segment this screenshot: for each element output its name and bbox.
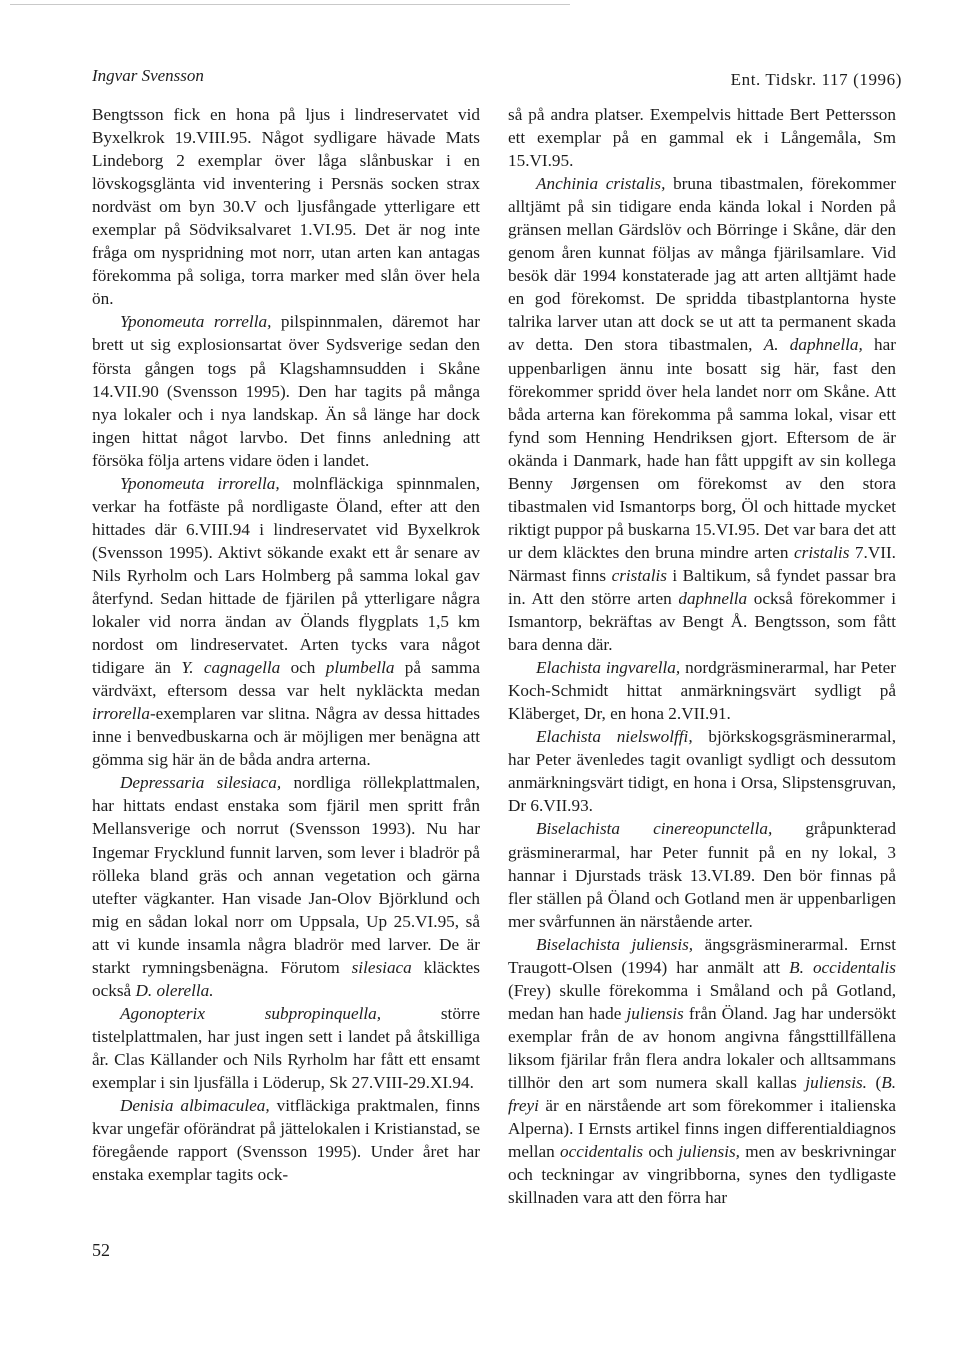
paragraph: Agonopterix subpropinquella, större tistelplattmalen, har just ingen sett i landet på åtskilliga år. Clas Källander och Nils Ryrholm har fått ett ensamt exemplar i sin ljusfälla i Löderup, Sk 27.VIII-29.XI.94. <box>92 1003 480 1092</box>
species-name: juliensis. <box>805 1072 867 1092</box>
running-header-journal: Ent. Tidskr. 117 (1996) <box>730 70 902 89</box>
right-text-column <box>508 103 896 1209</box>
species-name: Y. cagnagella <box>181 658 281 678</box>
species-name: B. freyi <box>508 1072 896 1116</box>
species-name: Depressaria silesiaca, <box>120 773 282 793</box>
species-name: Anchinia cristalis, <box>536 174 666 194</box>
paragraph: Bengtsson fick en hona på ljus i lindreservatet vid Byxelkrok 19.VIII.95. Något sydligare hävade Mats Lindeborg 2 exemplar över låga slånbuskar i en lövskogsglänta vid inventering i Persnäs socken strax nordväst om byn 30.V och ljusfångade ytterligare ett exemplar på Södviksalvaret 1.VI.95. Det är nog inte fråga om nyspridning mot norr, utan arten kan antagas förekomma på soliga, torra marker med slån över hela ön. <box>92 105 480 309</box>
paragraph: Biselachista cinereopunctella, gråpunkterad gräsminerarmal, har Peter funnit på en ny lokal, 3 hannar i Djurstads träsk 13.VI.89. Den bör finnas på fler ställen på Öland och Gotland men är uppenbarligen mer svårfunnen än närstående arter. <box>508 819 896 931</box>
species-name: irrorella <box>92 704 150 724</box>
species-name: Yponomeuta rorrella, <box>120 312 272 332</box>
scan-edge-line <box>10 4 570 5</box>
species-name: A. daphnella, <box>763 335 863 355</box>
page-number: 52 <box>92 1240 110 1260</box>
left-text-column <box>92 103 480 1186</box>
species-name: juliensis <box>626 1003 684 1023</box>
paragraph: Anchinia cristalis, bruna tibastmalen, förekommer alltjämt på sin tidigare enda kända lokal i Norden på gränsen mellan Gärdslöv och Börringe i Skåne, där den genom åren kunnat följas av många fjärilsamlare. Vid besök där 1994 konstaterade jag att arten alltjämt hade en god förekomst. De spridda tibastplantorna hyste talrika larver utan att dock se ut att ta permanent skada av detta. Den stora tibastmalen, A. daphnella, har uppenbarligen ännu inte bosatt sig här, fast den förekommer spridd över hela landet norr om Skåne. Att båda arterna kan förekomma på samma lokal, visar ett fynd som Henning Hendriksen gjort. Eftersom de är okända i Danmark, hade han fått uppgift av sin kollega Benny Jørgensen om förekomst av den stora tibastmalen vid Ismantorps borg, Öl och hittade mycket riktigt puppor på buskarna 15.VI.95. Det var bara det att ur dem kläcktes den bruna mindre arten cristalis 7.VII. Närmast finns cristalis i Baltikum, så fyndet passar bra in. Att den större arten daphnella också förekommer i Ismantorp, bekräftas av Bengt Å. Bengtsson, som fått bara denna där. <box>508 174 896 655</box>
species-name: Elachista ingvarella, <box>536 658 681 678</box>
species-name: Elachista nielswolffi, <box>536 727 693 747</box>
species-name: B. occidentalis <box>789 957 896 977</box>
species-name: plumbella <box>325 658 395 678</box>
species-name: occidentalis <box>560 1142 644 1162</box>
running-header-author: Ingvar Svensson <box>92 66 204 85</box>
paragraph: Yponomeuta rorrella, pilspinnmalen, däremot har brett ut sig explosionsartat över Sydsverige sedan den första gången togs på Klagshamnsudden i Skåne 14.VII.90 (Svensson 1995). Den har tagits på många nya lokaler och i nya landskap. Än så länge har dock ingen hittat något larvbo. Det finns anledning att försöka följa artens vidare öden i landet. <box>92 312 480 470</box>
paragraph: Denisia albimaculea, vitfläckiga praktmalen, finns kvar ungefär oförändrat på jättelokalen i Kristianstad, se föregående rapport (Svensson 1995). Under året har enstaka exemplar tagits ock- <box>92 1096 480 1185</box>
paragraph: Biselachista juliensis, ängsgräsminerarmal. Ernst Traugott-Olsen (1994) har anmält att B. occidentalis (Frey) skulle förekomma i Småland och på Gotland, medan han hade juliensis från Öland. Jag har undersökt exemplar från de av honom angivna fångsttillfällena liksom fjärilar från flera andra lokaler och alltsammans tillhör den art som numera skall kallas juliensis. (B. freyi är en närstående art som förekommer i italienska Alperna). I Ernsts artikel finns ingen differentialdiagnos mellan occidentalis och juliensis, men av beskrivningar och teckningar av vingribborna, synes den tydligaste skillnaden vara att den förra har <box>508 934 896 1208</box>
species-name: D. olerella. <box>135 980 214 1000</box>
paragraph: Yponomeuta irrorella, molnfläckiga spinnmalen, verkar ha fotfäste på nordligaste Öland, efter att den hittades där 6.VIII.94 i lindreservatet vid Byxelkrok (Svensson 1995). Aktivt sökande exakt ett år senare av Nils Ryrholm och Lars Holmberg på samma lokal gav återfynd. Sedan hittade de fjärilen på ytterligare några lokaler vid norra ändan av Ölands flygplats 1,5 km nordost om lindreservatet. Arten tycks vara något tidigare än Y. cagnagella och plumbella på samma värdväxt, eftersom dessa var helt nykläckta medan irrorella-exemplaren var slitna. Några av dessa hittades inne i benvedbuskarna och är möjligen mer benägna att gömma sig här än de båda andra arterna. <box>92 473 480 770</box>
species-name: cristalis <box>794 542 850 562</box>
species-name: Agonopterix subpropinquella, <box>120 1003 382 1023</box>
species-name: daphnella <box>678 588 748 608</box>
paragraph: så på andra platser. Exempelvis hittade Bert Pettersson ett exemplar på en gammal ek i Långemåla, Sm 15.VI.95. <box>508 105 896 171</box>
paragraph: Elachista ingvarella, nordgräsminerarmal, har Peter Koch-Schmidt hittat anmärkningsvärt sydligt på Kläberget, Dr, en hona 2.VII.91. <box>508 658 896 724</box>
species-name: silesiaca <box>351 957 412 977</box>
species-name: Biselachista juliensis, <box>536 934 694 954</box>
species-name: Biselachista cinereopunctella, <box>536 819 773 839</box>
species-name: juliensis, <box>678 1142 740 1162</box>
paragraph: Depressaria silesiaca, nordliga röllekplattmalen, har hittats endast enstaka som fjäril men spritt från Mellansverige och norrut (Svensson 1993). Nu har Ingemar Frycklund funnit larven, som lever i bladrör på rölleka bland gräs och annan vegetation och gärna utefter vägkanter. Han visade Jan-Olov Björklund och mig en sådan lokal norr om Uppsala, Up 25.VI.95, så att vi kunde insamla några bladrör med larver. De är starkt rymningsbenägna. Förutom silesiaca kläcktes också D. olerella. <box>92 773 480 1000</box>
species-name: cristalis <box>611 565 667 585</box>
species-name: Yponomeuta irrorella, <box>120 473 280 493</box>
species-name: Denisia albimaculea, <box>120 1096 270 1116</box>
paragraph: Elachista nielswolffi, björkskogsgräsminerarmal, har Peter ävenledes tagit ovanligt sydligt och dessutom anmärkningsvärt tidigt, en hona i Orsa, Slipstensgruvan, Dr 6.VII.93. <box>508 727 896 816</box>
